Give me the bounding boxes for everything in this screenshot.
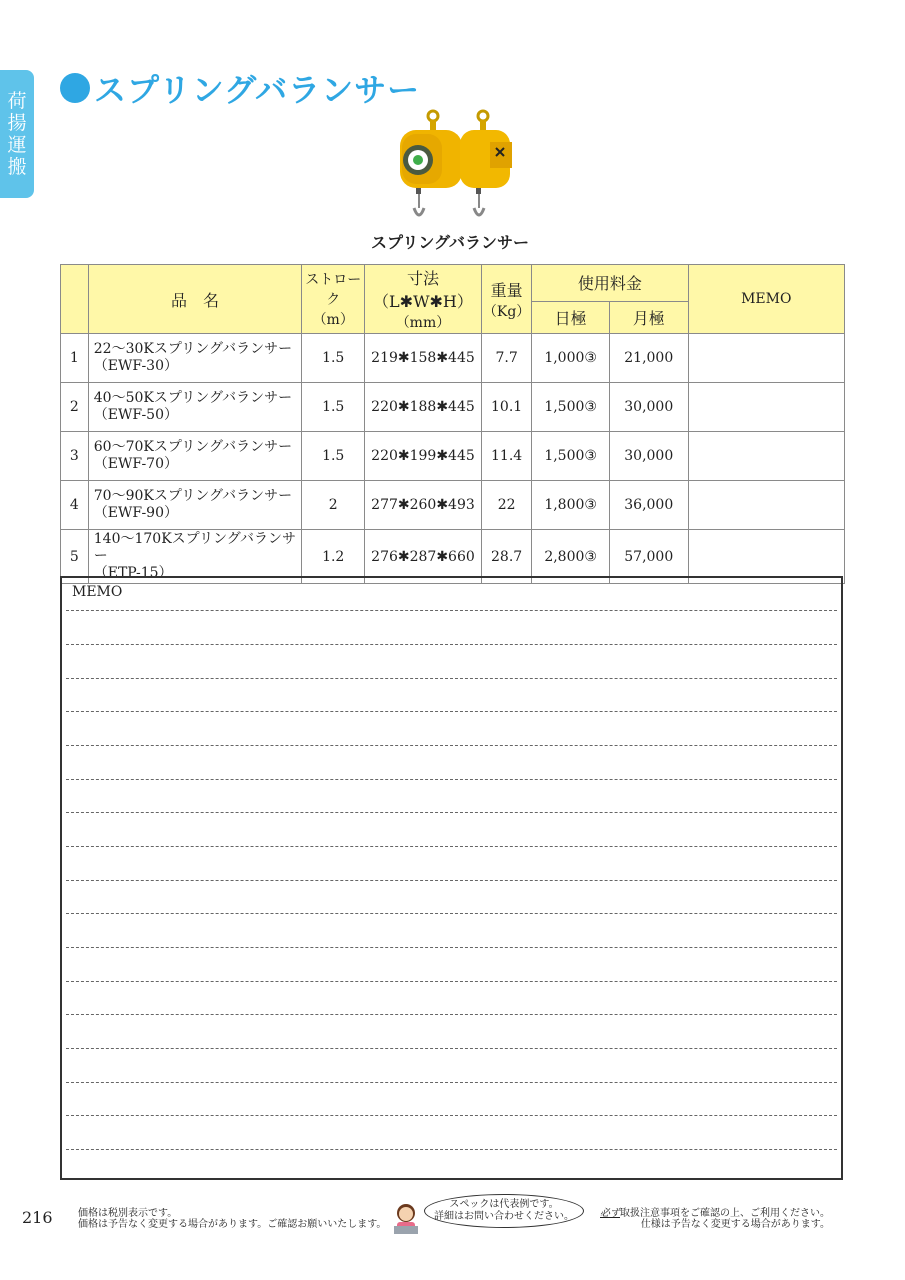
- weight-value: 10.1: [481, 383, 531, 432]
- memo-line: [66, 779, 837, 780]
- product-name: [88, 334, 302, 383]
- product-model: （EWF-90）: [93, 505, 178, 521]
- header-stroke-label: ストローク: [305, 272, 362, 308]
- memo-line: [66, 1014, 837, 1015]
- page-title: [60, 68, 420, 108]
- product-model: （EWF-50）: [93, 407, 178, 423]
- stroke-value: 1.5: [302, 432, 365, 481]
- memo-line: [66, 644, 837, 645]
- header-number-cell: [61, 265, 89, 334]
- usage-notice-line: 仕様は予告なく変更する場合があります。: [640, 1219, 830, 1230]
- header-dimensions-unit: （mm）: [395, 315, 451, 331]
- table-row: [61, 383, 845, 432]
- header-weight-unit: （Kg）: [482, 303, 531, 320]
- memo-line: [66, 1115, 837, 1116]
- stroke-value: 2: [302, 481, 365, 530]
- product-model: （EWF-70）: [93, 456, 178, 472]
- memo-line: [66, 812, 837, 813]
- header-weight-label: 重量: [490, 280, 523, 300]
- spring-balancer-image: [388, 108, 523, 228]
- day-rate-value: 1,500③: [532, 383, 610, 432]
- bubble-line: 詳細はお問い合わせください。: [434, 1211, 574, 1222]
- memo-line: [66, 1082, 837, 1083]
- rental-spec-table: [60, 264, 845, 584]
- header-weight: [481, 265, 531, 334]
- product-name-text: 70～90Kスプリングバランサー: [93, 488, 293, 504]
- table-row: [61, 334, 845, 383]
- memo-line: [66, 711, 837, 712]
- usage-notice-line: [560, 1208, 830, 1219]
- row-number: 4: [61, 481, 89, 530]
- price-notice-line: 価格は予告なく変更する場合があります。ご確認お願いいたします。: [78, 1219, 387, 1230]
- product-model: （EWF-30）: [93, 358, 178, 374]
- month-rate-value: 36,000: [609, 481, 688, 530]
- product-name-text: 22～30Kスプリングバランサー: [93, 341, 293, 357]
- day-rate-value: 1,800③: [532, 481, 610, 530]
- usage-notice-text: 取扱注意事項をご確認の上、ご利用ください。: [620, 1208, 830, 1219]
- product-name: [88, 432, 302, 481]
- header-stroke-unit: （m）: [312, 312, 354, 328]
- product-model: （ETP-15）: [93, 565, 173, 581]
- day-rate-value: 2,800③: [532, 530, 610, 584]
- page-title-text: スプリングバランサー: [94, 71, 421, 109]
- memo-cell: [688, 481, 844, 530]
- header-day-rate: 日極: [532, 301, 610, 333]
- product-name: [88, 481, 302, 530]
- memo-line: [66, 913, 837, 914]
- day-rate-value: 1,500③: [532, 432, 610, 481]
- stroke-value: 1.5: [302, 334, 365, 383]
- memo-line: [66, 846, 837, 847]
- memo-line: [66, 981, 837, 982]
- month-rate-value: 21,000: [609, 334, 688, 383]
- product-name: [88, 383, 302, 432]
- row-number: 3: [61, 432, 89, 481]
- product-caption: スプリングバランサー: [370, 233, 530, 252]
- header-name: 品 名: [88, 265, 302, 334]
- header-month-rate: 月極: [609, 301, 688, 333]
- memo-label: MEMO: [72, 584, 123, 600]
- bubble-line: スペックは代表例です。: [449, 1199, 559, 1210]
- product-name-text: 60～70Kスプリングバランサー: [93, 439, 293, 455]
- memo-cell: [688, 334, 844, 383]
- category-label: 荷揚運搬: [7, 90, 27, 178]
- stroke-value: 1.2: [302, 530, 365, 584]
- mascot-girl-icon: [388, 1200, 424, 1236]
- memo-line: [66, 1149, 837, 1150]
- product-name-text: 40～50Kスプリングバランサー: [93, 390, 293, 406]
- header-dimensions: [365, 265, 482, 334]
- weight-value: 11.4: [481, 432, 531, 481]
- page-number: 216: [22, 1208, 53, 1227]
- category-side-tab[interactable]: [0, 70, 34, 198]
- memo-cell: [688, 383, 844, 432]
- memo-area[interactable]: [60, 576, 843, 1180]
- weight-value: 28.7: [481, 530, 531, 584]
- header-fee: 使用料金: [532, 265, 688, 302]
- table-row: [61, 432, 845, 481]
- memo-line: [66, 947, 837, 948]
- price-notice: [78, 1208, 386, 1230]
- header-stroke: [302, 265, 365, 334]
- usage-notice-emphasis: 必ず: [600, 1208, 620, 1219]
- weight-value: 22: [481, 481, 531, 530]
- usage-notice: [560, 1208, 830, 1230]
- dimensions-value: 219✱158✱445: [365, 334, 482, 383]
- row-number: 1: [61, 334, 89, 383]
- header-memo: MEMO: [688, 265, 844, 334]
- month-rate-value: 30,000: [609, 383, 688, 432]
- memo-line: [66, 678, 837, 679]
- product-name-text: 140～170Kスプリングバランサー: [93, 531, 296, 564]
- price-notice-line: 価格は税別表示です。: [78, 1208, 178, 1219]
- memo-line: [66, 610, 837, 611]
- weight-value: 7.7: [481, 334, 531, 383]
- stroke-value: 1.5: [302, 383, 365, 432]
- memo-line: [66, 745, 837, 746]
- dimensions-value: 220✱199✱445: [365, 432, 482, 481]
- dimensions-value: 276✱287✱660: [365, 530, 482, 584]
- bullet-circle-icon: [60, 73, 90, 103]
- header-dimensions-label: 寸法（L✱W✱H）: [373, 269, 473, 311]
- dimensions-value: 220✱188✱445: [365, 383, 482, 432]
- row-number: 2: [61, 383, 89, 432]
- month-rate-value: 57,000: [609, 530, 688, 584]
- memo-cell: [688, 432, 844, 481]
- memo-line: [66, 1048, 837, 1049]
- day-rate-value: 1,000③: [532, 334, 610, 383]
- table-row: [61, 481, 845, 530]
- dimensions-value: 277✱260✱493: [365, 481, 482, 530]
- row-number: 5: [61, 530, 89, 584]
- month-rate-value: 30,000: [609, 432, 688, 481]
- memo-line: [66, 880, 837, 881]
